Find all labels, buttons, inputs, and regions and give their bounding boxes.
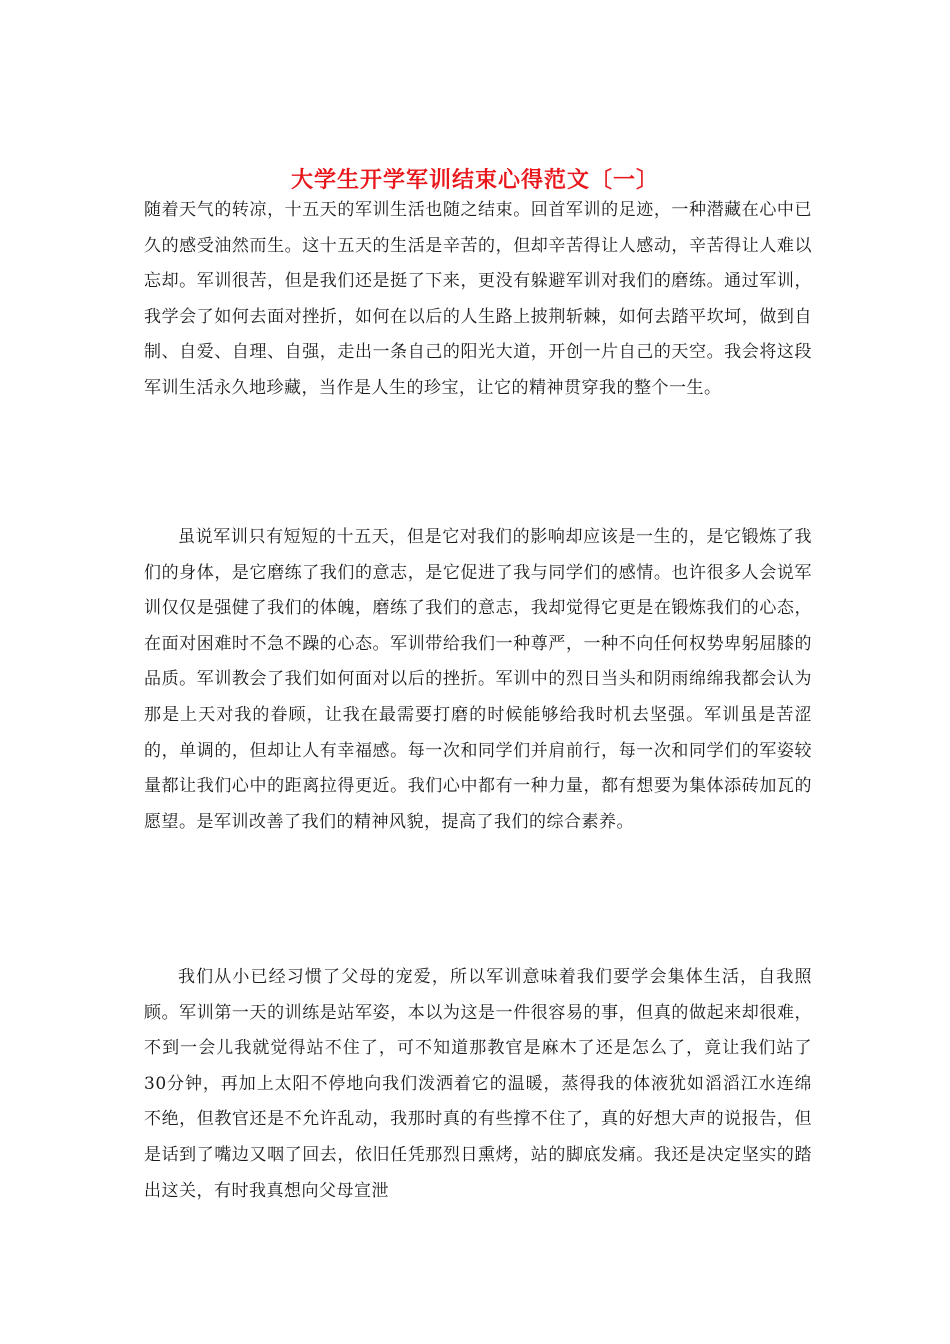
document-title: 大学生开学军训结束心得范文〔一〕 — [290, 166, 659, 193]
paragraph-1: 随着天气的转凉，十五天的军训生活也随之结束。回首军训的足迹，一种潜藏在心中已久的感受油然而生。这十五天的生活是辛苦的，但却辛苦得让人感动，辛苦得让人难以忘却。军训很苦，但是我们还是挺了下来，更没有躲避军训对我们的磨练。通过军训，我学会了如何去面对挫折，如何在以后的人生路上披荆斩棘，如何去踏平坎坷，做到自制、自爱、自理、自强，走出一条自己的阳光大道，开创一片自己的天空。我会将这段军训生活永久地珍藏，当作是人生的珍宝，让它的精神贯穿我的整个一生。 — [144, 200, 812, 398]
paragraph-2: 虽说军训只有短短的十五天，但是它对我们的影响却应该是一生的，是它锻炼了我们的身体，是它磨练了我们的意志，是它促进了我与同学们的感情。也许很多人会说军训仅仅是强健了我们的体魄，磨练了我们的意志，我却觉得它更是在锻炼我们的心态，在面对困难时不急不躁的心态。军训带给我们一种尊严，一种不向任何权势卑躬屈膝的品质。军训教会了我们如何面对以后的挫折。军训中的烈日当头和阴雨绵绵我都会认为那是上天对我的眷顾，让我在最需要打磨的时候能够给我时机去坚强。军训虽是苦涩的，单调的，但却让人有幸福感。每一次和同学们并肩前行，每一次和同学们的军姿较量都让我们心中的距离拉得更近。我们心中都有一种力量，都有想要为集体添砖加瓦的愿望。是军训改善了我们的精神风貌，提高了我们的综合素养。 — [144, 527, 812, 832]
paragraph-3: 我们从小已经习惯了父母的宠爱，所以军训意味着我们要学会集体生活，自我照顾。军训第一天的训练是站军姿，本以为这是一件很容易的事，但真的做起来却很难，不到一会儿我就觉得站不住了，可不知道那教官是麻木了还是怎么了，竟让我们站了30分钟，再加上太阳不停地向我们泼洒着它的温暖，蒸得我的体液犹如滔滔江水连绵不绝，但教官还是不允许乱动，我那时真的有些撑不住了，真的好想大声的说报告，但是话到了嘴边又咽了回去，依旧任凭那烈日熏烤，站的脚底发痛。我还是决定坚实的踏出这关，有时我真想向父母宣泄 — [144, 967, 812, 1201]
